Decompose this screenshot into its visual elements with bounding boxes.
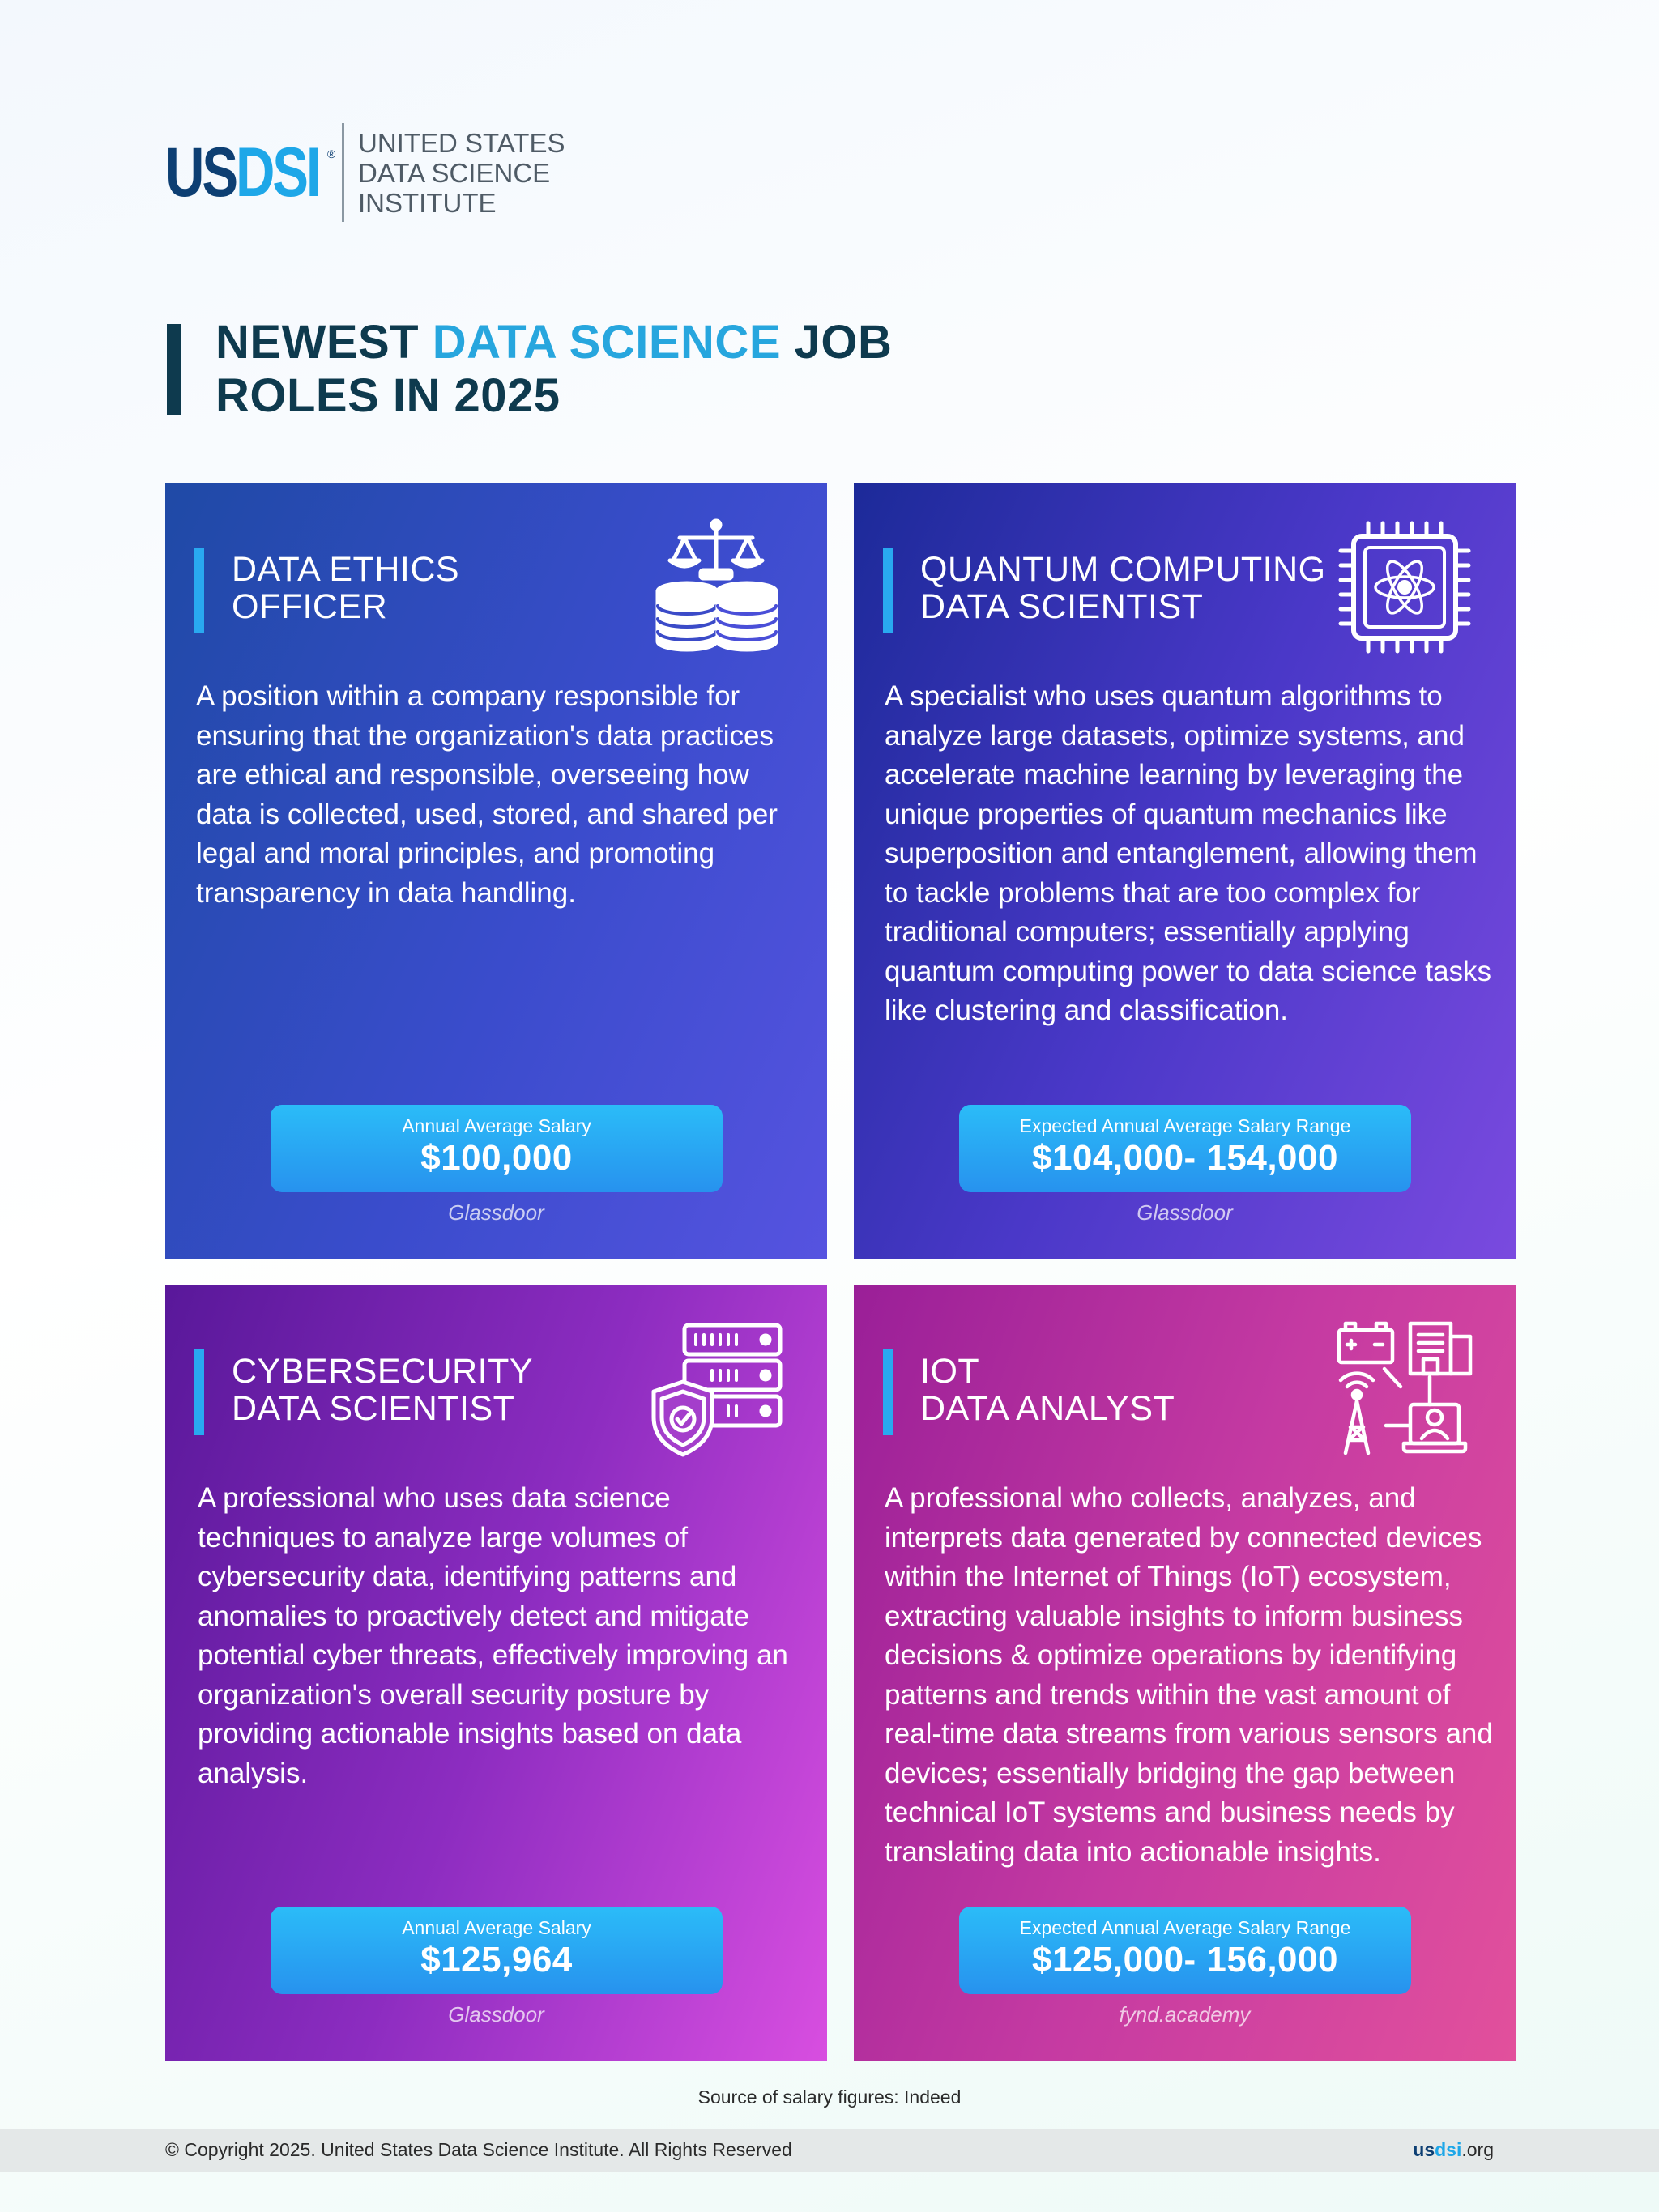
logo-wordmark bbox=[358, 128, 601, 218]
card-title-line-1: IOT bbox=[920, 1352, 980, 1391]
card-description: A position within a company responsible for ensuring that the organization's data practices are ethical and responsible, overseeing how data is collected, used, stored, and shared per legal and moral principles, and promoting transparency in data handling. bbox=[196, 680, 778, 909]
salary-value: $104,000- 154,000 bbox=[1032, 1138, 1338, 1178]
card-iot-data-analyst bbox=[854, 1285, 1516, 2061]
salary-box bbox=[271, 1907, 723, 1994]
server-shield-icon bbox=[647, 1320, 785, 1458]
salary-label: Expected Annual Average Salary Range bbox=[1019, 1917, 1351, 1938]
copyright-text: © Copyright 2025. United States Data Science Institute. All Rights Reserved bbox=[165, 2139, 792, 2160]
salary-box bbox=[959, 1105, 1411, 1192]
salary-label: Annual Average Salary bbox=[402, 1115, 591, 1136]
quantum-chip-icon bbox=[1336, 518, 1473, 656]
card-title-line-1: DATA ETHICS bbox=[232, 550, 460, 589]
scales-coins-icon bbox=[647, 518, 785, 656]
title-part-1: NEWEST bbox=[215, 316, 433, 369]
title-line-2: ROLES IN 2025 bbox=[215, 369, 561, 422]
logo-line-2: DATA SCIENCE bbox=[358, 158, 551, 188]
logo-mark-us: US bbox=[165, 134, 236, 211]
logo-line-1: UNITED STATES bbox=[358, 128, 565, 158]
salary-value: $125,000- 156,000 bbox=[1032, 1940, 1338, 1980]
logo-divider bbox=[342, 123, 344, 222]
salary-source: Glassdoor bbox=[448, 1200, 544, 1225]
card-data-ethics-officer bbox=[165, 483, 827, 1259]
logo-mark bbox=[165, 134, 319, 211]
card-quantum-computing-data-scientist bbox=[854, 483, 1516, 1259]
card-accent-bar bbox=[194, 548, 204, 633]
site-link[interactable] bbox=[1413, 2139, 1494, 2161]
site-link-part-1: us bbox=[1413, 2139, 1435, 2160]
card-accent-bar bbox=[883, 1349, 893, 1435]
salary-source-note: Source of salary figures: Indeed bbox=[697, 2086, 962, 2108]
logo-line-3: INSTITUTE bbox=[358, 188, 497, 218]
page-title bbox=[215, 316, 1026, 423]
title-accent-bar bbox=[167, 324, 181, 415]
salary-label: Expected Annual Average Salary Range bbox=[1019, 1115, 1351, 1136]
card-accent-bar bbox=[883, 548, 893, 633]
usdsi-logo bbox=[165, 123, 565, 222]
card-title-line-2: DATA SCIENTIST bbox=[232, 1389, 515, 1428]
footer-bar bbox=[0, 2129, 1659, 2172]
card-title-line-2: DATA SCIENTIST bbox=[920, 587, 1204, 626]
site-link-part-2: dsi bbox=[1435, 2139, 1462, 2160]
salary-value: $100,000 bbox=[420, 1138, 573, 1178]
card-title bbox=[920, 1353, 1374, 1427]
card-description: A professional who collects, analyzes, and interprets data generated by connected devices within the Internet of Things (IoT) ecosystem, extracting valuable insights to inform business decisions & optimize operations by identifying patterns and trends within the vast amount of real-time data streams from various sensors and devices; essentially bridging the gap between technical IoT systems and business needs by translating data into actionable insights. bbox=[885, 1482, 1493, 1868]
salary-label: Annual Average Salary bbox=[402, 1917, 591, 1938]
salary-box bbox=[271, 1105, 723, 1192]
card-title-line-1: QUANTUM COMPUTING bbox=[920, 550, 1326, 589]
card-title-line-2: DATA ANALYST bbox=[920, 1389, 1175, 1428]
card-description: A specialist who uses quantum algorithms to analyze large datasets, optimize systems, and accelerate machine learning by leveraging the unique properties of quantum mechanics like superposition and entanglement, allowing them to tackle problems that are too complex for traditional computers; essentially applying quantum computing power to data science tasks like clustering and classification. bbox=[885, 680, 1492, 1026]
title-part-2: JOB bbox=[781, 316, 893, 369]
title-highlight: DATA SCIENCE bbox=[432, 316, 782, 369]
site-link-part-3: .org bbox=[1461, 2139, 1494, 2160]
registered-mark: ® bbox=[327, 147, 336, 160]
salary-source: Glassdoor bbox=[1137, 1200, 1233, 1225]
salary-source: fynd.academy bbox=[1119, 2002, 1251, 2027]
card-cybersecurity-data-scientist bbox=[165, 1285, 827, 2061]
card-title-line-2: OFFICER bbox=[232, 587, 388, 626]
logo-mark-dsi: DSI bbox=[235, 134, 319, 211]
card-description: A professional who uses data science techniques to analyze large volumes of cybersecurity data, identifying patterns and anomalies to proactively detect and mitigate potential cyber threats, effectively improving an organization's overall security posture by providing actionable insights based on data analysis. bbox=[198, 1482, 788, 1789]
card-title-line-1: CYBERSECURITY bbox=[232, 1352, 534, 1391]
card-title bbox=[920, 551, 1374, 625]
salary-value: $125,964 bbox=[420, 1940, 573, 1980]
card-accent-bar bbox=[194, 1349, 204, 1435]
salary-source: Glassdoor bbox=[448, 2002, 544, 2027]
card-title bbox=[232, 551, 685, 625]
iot-network-icon bbox=[1336, 1320, 1473, 1458]
card-title bbox=[232, 1353, 685, 1427]
salary-box bbox=[959, 1907, 1411, 1994]
